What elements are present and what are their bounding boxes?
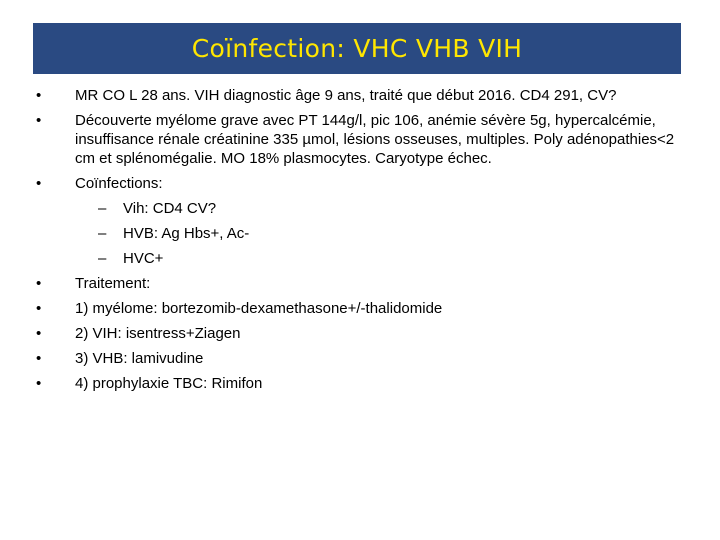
bullet-icon: •: [36, 275, 42, 292]
list-item-text: 1) myélome: bortezomib-dexamethasone+/-thalidomide: [75, 300, 443, 317]
sub-list-item-text: HVB: Ag Hbs+, Ac-: [123, 225, 250, 242]
dash-icon: –: [98, 250, 107, 267]
list-item-text: 2) VIH: isentress+Ziagen: [75, 325, 241, 342]
list-item-text: Coïnfections:: [75, 175, 163, 192]
list-item: [36, 374, 696, 393]
bullet-icon: •: [36, 87, 42, 104]
sub-list-item: [75, 249, 696, 268]
bullet-list: [36, 86, 696, 399]
dash-icon: –: [98, 225, 107, 242]
sub-list: [75, 199, 696, 268]
list-item: [36, 86, 696, 105]
list-item: [36, 349, 696, 368]
list-item-text: Découverte myélome grave avec PT 144g/l, pic 106, anémie sévère 5g, hypercalcémie, insuffisance rénale créatinine 335 µmol, lésions osseuses, multiples. Poly adénopathies<2 cm et splénomégalie. MO 18% plasmocytes. Caryotype échec.: [75, 112, 675, 167]
bullet-icon: •: [36, 112, 42, 129]
sub-list-item: [75, 224, 696, 243]
list-item-text: 3) VHB: lamivudine: [75, 350, 204, 367]
bullet-icon: •: [36, 375, 42, 392]
list-item: [36, 299, 696, 318]
sub-list-item-text: Vih: CD4 CV?: [123, 200, 217, 217]
list-item: [36, 174, 696, 268]
bullet-icon: •: [36, 325, 42, 342]
list-item: [36, 111, 696, 168]
list-item: [36, 324, 696, 343]
bullet-icon: •: [36, 350, 42, 367]
dash-icon: –: [98, 200, 107, 217]
list-item-text: Traitement:: [75, 275, 151, 292]
title-bar: [33, 23, 681, 74]
list-item: [36, 274, 696, 293]
slide-title: Coïnfection: VHC VHB VIH: [191, 34, 523, 63]
list-item-text: 4) prophylaxie TBC: Rimifon: [75, 375, 263, 392]
sub-list-item-text: HVC+: [123, 250, 164, 267]
bullet-icon: •: [36, 300, 42, 317]
sub-list-item: [75, 199, 696, 218]
bullet-icon: •: [36, 175, 42, 192]
list-item-text: MR CO L 28 ans. VIH diagnostic âge 9 ans, traité que début 2016. CD4 291, CV?: [75, 87, 617, 104]
